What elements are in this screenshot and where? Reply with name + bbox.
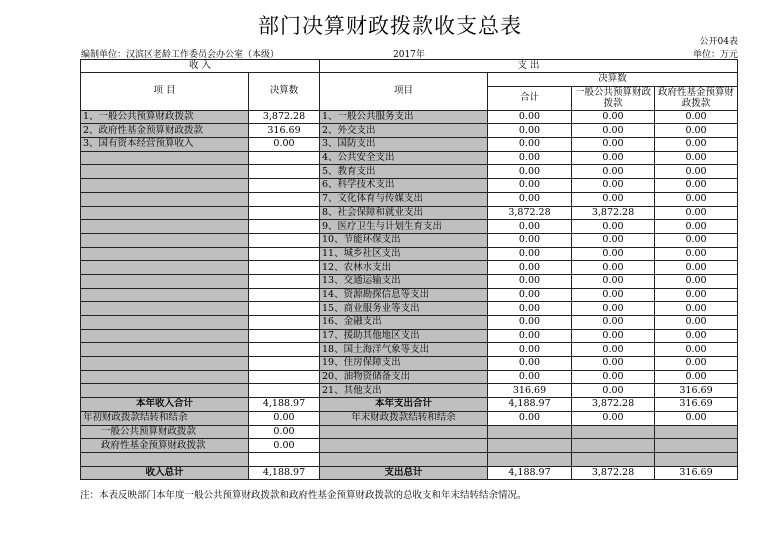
income-amount <box>249 316 320 330</box>
income-item-label <box>81 192 249 206</box>
expense-total: 3,872.28 <box>488 206 572 220</box>
report-meta <box>81 47 738 58</box>
end-balance-label: 年末财政拨款结转和结余 <box>320 411 488 425</box>
currency-unit: 单位：万元 <box>692 50 738 60</box>
income-amount <box>249 247 320 261</box>
expense-item-label: 10、节能环保支出 <box>320 233 488 247</box>
table-row <box>81 274 738 288</box>
income-item-label: 1、一般公共预算财政拨款 <box>81 110 249 124</box>
expense-general-budget: 0.00 <box>572 329 655 343</box>
empty-cell <box>572 425 655 439</box>
table-row <box>81 247 738 261</box>
expense-total: 0.00 <box>488 110 572 124</box>
income-amount <box>249 329 320 343</box>
expense-total: 0.00 <box>488 343 572 357</box>
expense-item-label: 14、资源勘探信息等支出 <box>320 288 488 302</box>
expense-total: 0.00 <box>488 138 572 152</box>
expense-gov-fund: 0.00 <box>655 179 738 193</box>
empty-cell <box>572 452 655 466</box>
expense-item-label: 6、科学技术支出 <box>320 179 488 193</box>
table-row <box>81 220 738 234</box>
table-row <box>81 110 738 124</box>
table-row <box>81 138 738 152</box>
expense-total: 0.00 <box>488 357 572 371</box>
income-item-label <box>81 261 249 275</box>
income-item-label <box>81 165 249 179</box>
expense-item-label: 2、外交支出 <box>320 124 488 138</box>
expense-total: 0.00 <box>488 302 572 316</box>
expense-general-budget: 0.00 <box>572 370 655 384</box>
expense-item-label: 11、城乡社区支出 <box>320 247 488 261</box>
expense-gov-fund: 0.00 <box>655 343 738 357</box>
expense-item-label: 20、油物资储备支出 <box>320 370 488 384</box>
expense-gov-fund: 0.00 <box>655 274 738 288</box>
table-row <box>81 179 738 193</box>
expense-total: 0.00 <box>488 220 572 234</box>
table-row <box>81 357 738 371</box>
table-row <box>81 151 738 165</box>
begin-general-row <box>81 425 738 439</box>
expense-total: 0.00 <box>488 370 572 384</box>
expense-item-label: 16、金融支出 <box>320 316 488 330</box>
expense-item-label: 17、援助其他地区支出 <box>320 329 488 343</box>
end-balance-general: 0.00 <box>572 411 655 425</box>
expense-general-budget: 0.00 <box>572 233 655 247</box>
expense-gov-fund: 316.69 <box>655 384 738 398</box>
income-item-label <box>81 302 249 316</box>
table-row <box>81 165 738 179</box>
empty-cell <box>655 439 738 453</box>
expense-general-budget: 0.00 <box>572 138 655 152</box>
expense-total: 0.00 <box>488 179 572 193</box>
income-item-label <box>81 343 249 357</box>
table-row <box>81 288 738 302</box>
gov-fund-column-header: 政府性基金预算财政拨款 <box>655 86 738 110</box>
empty-cell <box>320 425 488 439</box>
table-row <box>81 329 738 343</box>
year-expense-total: 4,188.97 <box>488 398 572 412</box>
expense-total: 0.00 <box>488 247 572 261</box>
reporting-unit: 编制单位：汉滨区老龄工作委员会办公室（本级） <box>81 50 280 60</box>
expense-item-label: 9、医疗卫生与计划生育支出 <box>320 220 488 234</box>
income-item-label <box>81 233 249 247</box>
expense-item-label: 12、农林水支出 <box>320 261 488 275</box>
expense-gov-fund: 0.00 <box>655 220 738 234</box>
empty-cell <box>572 439 655 453</box>
income-amount <box>249 288 320 302</box>
expense-total: 0.00 <box>488 233 572 247</box>
begin-general-label: 一般公共预算财政拨款 <box>81 425 249 439</box>
grand-expense-general: 3,872.28 <box>572 466 655 480</box>
table-row <box>81 384 738 398</box>
income-amount-header: 决算数 <box>249 73 320 111</box>
table-note: 注：本表反映部门本年度一般公共预算财政拨款和政府性基金预算财政拨款的总收支和年末结转结余情况。 <box>80 490 527 501</box>
empty-cell <box>488 425 572 439</box>
income-amount <box>249 274 320 288</box>
income-amount <box>249 151 320 165</box>
year-income-total-label: 本年收入合计 <box>81 398 249 412</box>
income-amount <box>249 220 320 234</box>
table-row <box>81 261 738 275</box>
expense-gov-fund: 0.00 <box>655 124 738 138</box>
grand-expense-fund: 316.69 <box>655 466 738 480</box>
expense-general-budget: 0.00 <box>572 179 655 193</box>
expense-general-budget: 0.00 <box>572 110 655 124</box>
begin-fund-row <box>81 439 738 453</box>
table-row <box>81 206 738 220</box>
income-item-label <box>81 151 249 165</box>
expense-gov-fund: 0.00 <box>655 138 738 152</box>
expense-gov-fund: 0.00 <box>655 110 738 124</box>
income-item-label: 3、国有资本经营预算收入 <box>81 138 249 152</box>
expense-gov-fund: 0.00 <box>655 288 738 302</box>
income-amount <box>249 384 320 398</box>
expense-general-budget: 0.00 <box>572 343 655 357</box>
expense-item-label: 4、公共安全支出 <box>320 151 488 165</box>
income-amount: 0.00 <box>249 138 320 152</box>
expense-item-label: 15、商业服务业等支出 <box>320 302 488 316</box>
expense-total: 0.00 <box>488 329 572 343</box>
income-item-label <box>81 384 249 398</box>
empty-cell <box>320 452 488 466</box>
expense-item-label: 3、国防支出 <box>320 138 488 152</box>
table-row <box>81 343 738 357</box>
income-amount <box>249 357 320 371</box>
expense-item-label: 19、住房保障支出 <box>320 357 488 371</box>
table-row <box>81 370 738 384</box>
year-expense-general: 3,872.28 <box>572 398 655 412</box>
empty-cell <box>655 425 738 439</box>
expense-item-label: 21、其他支出 <box>320 384 488 398</box>
expense-total: 0.00 <box>488 192 572 206</box>
expense-total: 0.00 <box>488 316 572 330</box>
expense-item-label: 5、教育支出 <box>320 165 488 179</box>
total-column-header: 合计 <box>488 86 572 110</box>
income-item-label <box>81 206 249 220</box>
report-title: 部门决算财政拨款收支总表 <box>258 14 522 38</box>
expense-item-header: 项目 <box>320 73 488 111</box>
income-amount <box>249 179 320 193</box>
expense-total: 0.00 <box>488 274 572 288</box>
expense-general-budget: 0.00 <box>572 124 655 138</box>
income-amount: 3,872.28 <box>249 110 320 124</box>
income-item-label <box>81 357 249 371</box>
expense-gov-fund: 0.00 <box>655 357 738 371</box>
grand-expense-total: 4,188.97 <box>488 466 572 480</box>
income-item-label <box>81 370 249 384</box>
expense-header: 支 出 <box>320 60 738 73</box>
expense-total: 0.00 <box>488 261 572 275</box>
expense-general-budget: 0.00 <box>572 192 655 206</box>
final-amount-group-header: 决算数 <box>488 73 738 87</box>
income-amount <box>249 192 320 206</box>
report-year: 2017年 <box>393 50 425 60</box>
empty-cell <box>655 452 738 466</box>
expense-total: 0.00 <box>488 124 572 138</box>
balance-row <box>81 411 738 425</box>
end-balance-fund: 0.00 <box>655 411 738 425</box>
empty-cell <box>320 439 488 453</box>
blank-row <box>81 452 738 466</box>
empty-cell <box>488 439 572 453</box>
expense-general-budget: 0.00 <box>572 357 655 371</box>
begin-balance-label: 年初财政拨款结转和结余 <box>81 411 249 425</box>
expense-item-label: 18、国土海洋气象等支出 <box>320 343 488 357</box>
year-expense-total-label: 本年支出合计 <box>320 398 488 412</box>
expense-general-budget: 3,872.28 <box>572 206 655 220</box>
income-amount: 316.69 <box>249 124 320 138</box>
year-total-row <box>81 398 738 412</box>
end-balance-total: 0.00 <box>488 411 572 425</box>
income-item-label <box>81 247 249 261</box>
expense-gov-fund: 0.00 <box>655 192 738 206</box>
grand-income-value: 4,188.97 <box>249 466 320 480</box>
expense-general-budget: 0.00 <box>572 288 655 302</box>
expense-gov-fund: 0.00 <box>655 329 738 343</box>
expense-gov-fund: 0.00 <box>655 370 738 384</box>
grand-income-label: 收入总计 <box>81 466 249 480</box>
form-code: 公开04表 <box>699 37 738 47</box>
expense-general-budget: 0.00 <box>572 384 655 398</box>
table-row <box>81 233 738 247</box>
income-amount <box>249 261 320 275</box>
expense-gov-fund: 0.00 <box>655 165 738 179</box>
begin-balance-value: 0.00 <box>249 411 320 425</box>
grand-expense-label: 支出总计 <box>320 466 488 480</box>
income-item-label <box>81 316 249 330</box>
income-amount <box>249 370 320 384</box>
expense-general-budget: 0.00 <box>572 274 655 288</box>
general-budget-column-header: 一般公共预算财政拨款 <box>572 86 655 110</box>
table-row <box>81 124 738 138</box>
expense-item-label: 8、社会保障和就业支出 <box>320 206 488 220</box>
income-item-label <box>81 288 249 302</box>
expense-total: 0.00 <box>488 165 572 179</box>
income-item-label <box>81 274 249 288</box>
expense-gov-fund: 0.00 <box>655 316 738 330</box>
expense-general-budget: 0.00 <box>572 302 655 316</box>
expense-gov-fund: 0.00 <box>655 151 738 165</box>
expense-item-label: 7、文化体育与传媒支出 <box>320 192 488 206</box>
income-header: 收 入 <box>81 60 320 73</box>
expense-general-budget: 0.00 <box>572 151 655 165</box>
table-row <box>81 192 738 206</box>
expense-item-label: 13、交通运输支出 <box>320 274 488 288</box>
expense-gov-fund: 0.00 <box>655 206 738 220</box>
income-item-label <box>81 220 249 234</box>
expense-gov-fund: 0.00 <box>655 233 738 247</box>
expense-total: 0.00 <box>488 288 572 302</box>
income-item-label: 2、政府性基金预算财政拨款 <box>81 124 249 138</box>
income-amount <box>249 165 320 179</box>
expense-gov-fund: 0.00 <box>655 302 738 316</box>
begin-fund-label: 政府性基金预算财政拨款 <box>81 439 249 453</box>
expense-item-label: 1、一般公共服务支出 <box>320 110 488 124</box>
income-amount <box>249 206 320 220</box>
income-item-label <box>81 179 249 193</box>
income-item-label <box>81 329 249 343</box>
expense-general-budget: 0.00 <box>572 247 655 261</box>
income-amount <box>249 343 320 357</box>
expense-general-budget: 0.00 <box>572 261 655 275</box>
expense-general-budget: 0.00 <box>572 220 655 234</box>
income-item-header: 项 目 <box>81 73 249 111</box>
expense-gov-fund: 0.00 <box>655 247 738 261</box>
expense-general-budget: 0.00 <box>572 165 655 179</box>
grand-total-row <box>81 466 738 480</box>
expense-general-budget: 0.00 <box>572 316 655 330</box>
table-row <box>81 302 738 316</box>
empty-cell <box>488 452 572 466</box>
year-income-total-value: 4,188.97 <box>249 398 320 412</box>
begin-fund-value: 0.00 <box>249 439 320 453</box>
expense-total: 0.00 <box>488 151 572 165</box>
table-row <box>81 316 738 330</box>
budget-summary-table <box>80 59 738 480</box>
expense-gov-fund: 0.00 <box>655 261 738 275</box>
begin-general-value: 0.00 <box>249 425 320 439</box>
empty-cell <box>81 452 249 466</box>
empty-cell <box>249 452 320 466</box>
expense-total: 316.69 <box>488 384 572 398</box>
income-amount <box>249 233 320 247</box>
year-expense-fund: 316.69 <box>655 398 738 412</box>
income-amount <box>249 302 320 316</box>
